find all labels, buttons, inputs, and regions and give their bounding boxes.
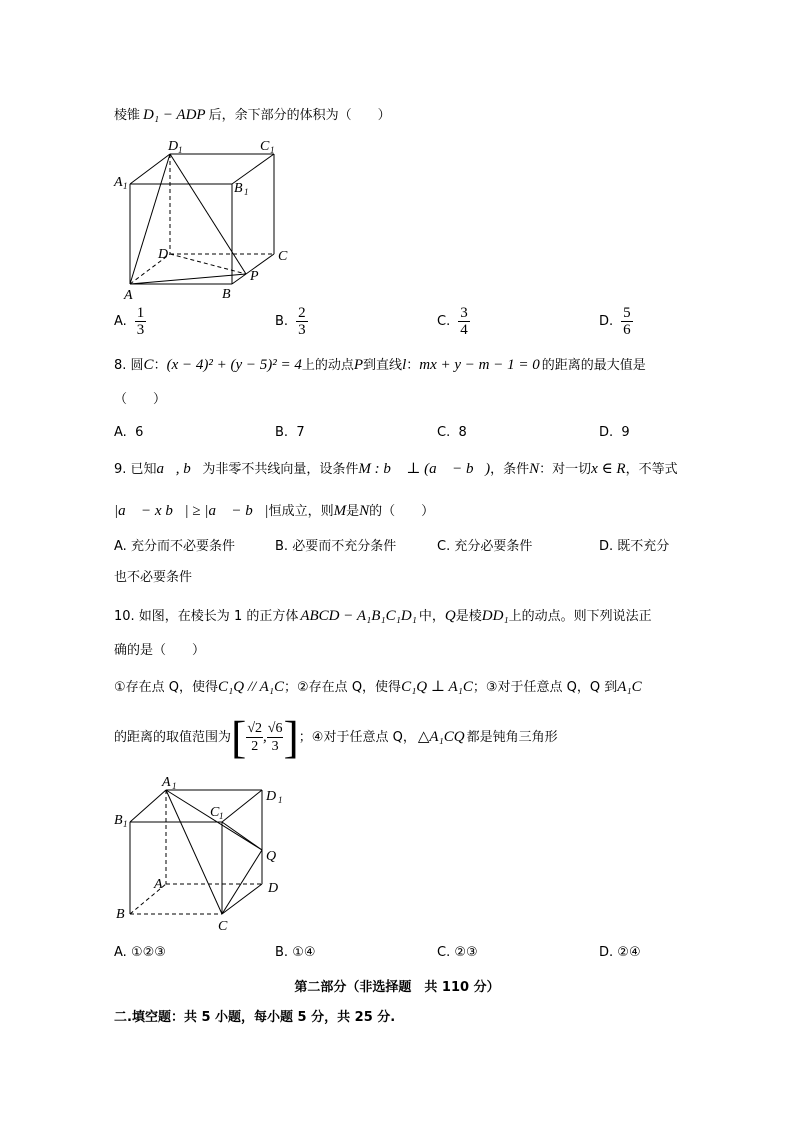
q10-cube-figure xyxy=(108,772,308,937)
q10-line4: 的距离的取值范围为[ $\frac{√2}{2}$ , $\frac{√6}{3}$ ]；④对于任意点 Q， △A₁CQ 都是钝角三角形 xyxy=(114,711,558,763)
q9-option-d[interactable]: D. 既不充分 xyxy=(599,539,670,554)
q10-option-d[interactable]: D. ②④ xyxy=(599,945,641,960)
section-heading: 二.填空题：共 5 小题，每小题 5 分，共 25 分. xyxy=(114,1010,396,1025)
q9-option-b[interactable]: B. 必要而不充分条件 xyxy=(275,539,397,554)
q10-label: B xyxy=(116,907,125,922)
fraction: $\frac{2}{3}$ xyxy=(298,305,306,338)
q8-option-b[interactable]: B. 7 xyxy=(275,425,305,440)
fraction: $\frac{√6}{3}$ xyxy=(267,721,283,754)
q7-label: B xyxy=(222,287,231,302)
q10-label: 1 xyxy=(219,811,224,821)
q7-tail-line xyxy=(114,106,391,125)
fraction: $\frac{5}{6}$ xyxy=(623,305,631,338)
fraction: $\frac{√2}{2}$ xyxy=(247,721,263,754)
fraction: $\frac{3}{4}$ xyxy=(460,305,468,338)
q7-label: 1 xyxy=(178,145,183,155)
q10-option-c[interactable]: C. ②③ xyxy=(437,945,478,960)
q7-option-c[interactable]: C. $\frac{3}{4}$ xyxy=(437,305,468,338)
q10-label: A xyxy=(162,775,171,790)
q7-label: P xyxy=(250,269,259,284)
q10-label: D xyxy=(266,789,277,804)
q10-line1: 10. 如图，在棱长为 1 的正方体 ABCD − A₁B₁C₁D₁ 中，Q是棱DD₁上的动点。则下列说法正 xyxy=(114,608,652,624)
q10-label: C xyxy=(218,919,228,934)
q8-line1: 8. 圆C：(x − 4)² + (y − 5)² = 4上的动点P到直线l：mx + y − m − 1 = 0 的距离的最大值是 xyxy=(114,357,646,373)
q10-line3: ①存在点 Q，使得C₁Q // A₁C；②存在点 Q，使得C₁Q ⊥ A₁C；③对于任意点 Q，Q 到A₁C xyxy=(114,679,642,695)
q9-option-c[interactable]: C. 充分必要条件 xyxy=(437,539,533,554)
q7-label: 1 xyxy=(244,187,249,197)
q10-figure-labels xyxy=(114,775,283,934)
q9-option-d-wrap: 也不必要条件 xyxy=(114,570,193,585)
q10-label: D xyxy=(268,881,279,896)
q8-option-a[interactable]: A. 6 xyxy=(114,425,144,440)
q7-label: C xyxy=(278,249,288,264)
q7-option-a[interactable]: A. $\frac{1}{3}$ xyxy=(114,305,145,338)
q10-label: 1 xyxy=(123,819,128,829)
q7-label: A xyxy=(124,288,133,303)
q7-label: C xyxy=(260,139,270,154)
q7-label: B xyxy=(234,181,243,196)
q7-option-b[interactable]: B. $\frac{2}{3}$ xyxy=(275,305,306,338)
q10-line2: 确的是（ ） xyxy=(114,643,206,658)
q10-label: Q xyxy=(266,849,277,864)
q7-label: D xyxy=(168,139,179,154)
q7-cube-figure xyxy=(108,134,308,306)
q9-line2: |a⃗ − x b⃗| ≥ |a⃗ − b⃗|恒成立，则M是N的（ ） xyxy=(114,503,435,519)
q10-label: 1 xyxy=(278,795,283,805)
q7-option-d[interactable]: D. $\frac{5}{6}$ xyxy=(599,305,631,338)
part2-title: 第二部分（非选择题 共 110 分） xyxy=(294,980,500,995)
q7-label: 1 xyxy=(270,145,275,155)
q7-tail-a: 棱锥 xyxy=(114,108,141,123)
q10-label: 1 xyxy=(172,781,177,791)
fraction: $\frac{1}{3}$ xyxy=(136,305,145,338)
q7-tail-b: 后，余下部分的体积为（ ） xyxy=(208,108,391,123)
q9-option-a[interactable]: A. 充分而不必要条件 xyxy=(114,539,235,554)
q8-option-d[interactable]: D. 9 xyxy=(599,425,630,440)
q8-line2: （ ） xyxy=(114,392,167,407)
q7-label: 1 xyxy=(123,181,128,191)
q7-label: D xyxy=(158,247,169,262)
q10-option-a[interactable]: A. ①②③ xyxy=(114,945,166,960)
q10-label: C xyxy=(210,805,220,820)
q8-option-c[interactable]: C. 8 xyxy=(437,425,467,440)
q10-option-b[interactable]: B. ①④ xyxy=(275,945,316,960)
q10-label: B xyxy=(114,813,123,828)
q7-label: A xyxy=(114,175,123,190)
q9-line1: 9. 已知a⃗, b⃗为非零不共线向量，设条件M : b⃗ ⊥ (a⃗ − b⃗)，条件N：对一切x ∈ R，不等式 xyxy=(114,461,678,477)
q7-tail-math: D₁ − ADP xyxy=(143,107,206,123)
q10-label: A xyxy=(154,877,163,892)
